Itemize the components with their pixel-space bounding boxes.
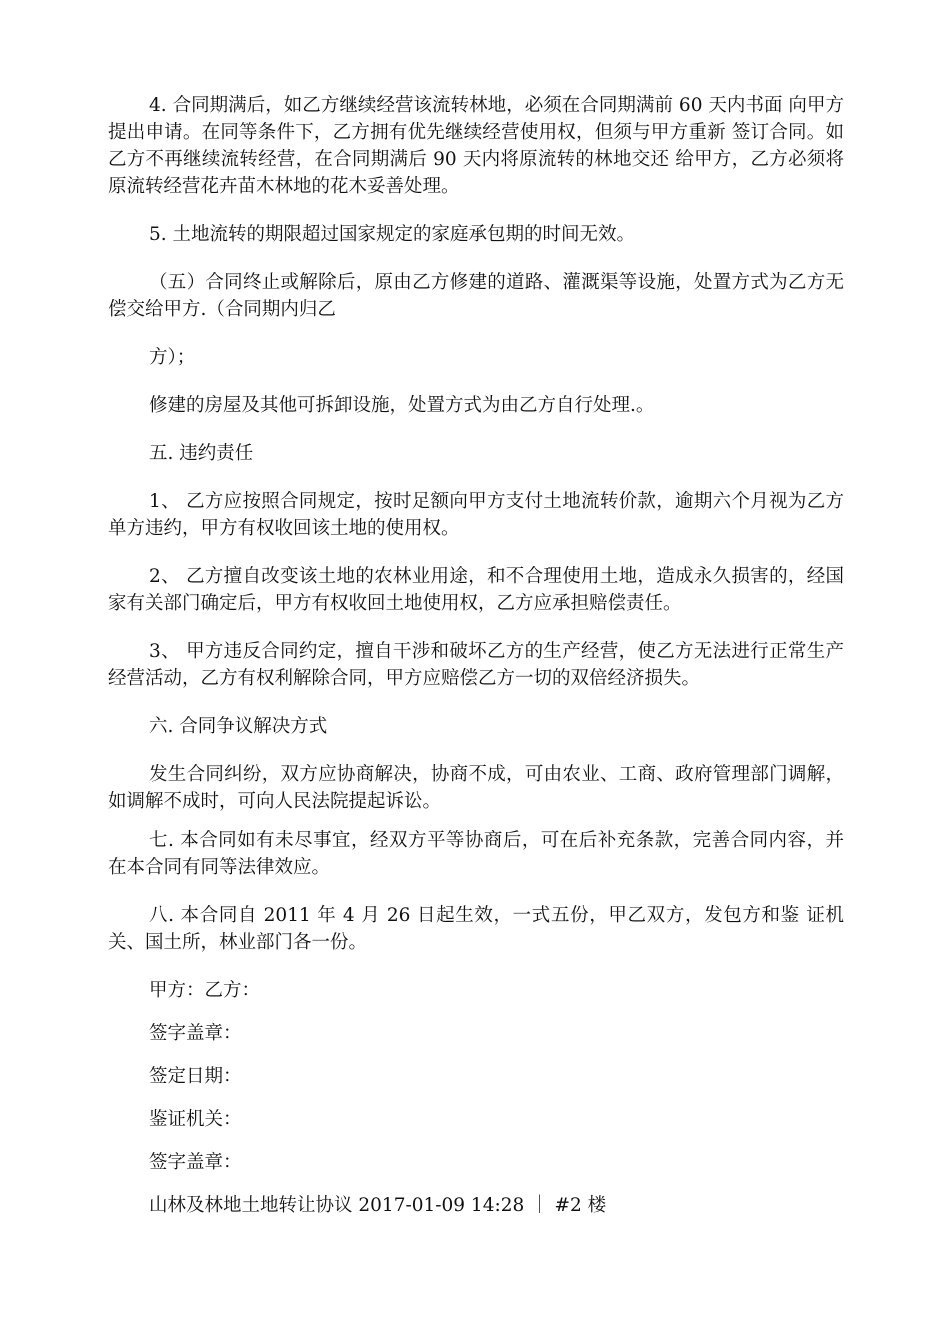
clause-8-effective-date: 八. 本合同自 2011 年 4 月 26 日起生效，一式五份，甲乙双方，发包方和鉴 证机关、国土所，林业部门各一份。 <box>108 905 844 953</box>
clause-facilities-disposal-continued: 方）； <box>149 347 196 368</box>
liability-item-3: 3、 甲方违反合同约定，擅自干涉和破坏乙方的生产经营，使乙方无法进行正常生产经营活动，乙方有权利解除合同，甲方应赔偿乙方一切的双倍经济损失。 <box>108 641 844 689</box>
section-heading-liability: 五. 违约责任 <box>149 443 254 464</box>
liability-item-1: 1、 乙方应按照合同规定，按时足额向甲方支付土地流转价款，逾期六个月视为乙方单方违约，甲方有权收回该土地的使用权。 <box>108 491 844 539</box>
clause-5-term-limit: 5. 土地流转的期限超过国家规定的家庭承包期的时间无效。 <box>149 224 636 245</box>
liability-item-2: 2、 乙方擅自改变该土地的农林业用途，和不合理使用土地，造成永久损害的，经国家有关部门确定后，甲方有权收回土地使用权，乙方应承担赔偿责任。 <box>108 566 844 614</box>
clause-4-renewal: 4. 合同期满后，如乙方继续经营该流转林地，必须在合同期满前 60 天内书面 向甲方提出申请。在同等条件下，乙方拥有优先继续经营使用权，但须与甲方重新 签订合同。如乙方不再继续流转经营，在合同期满后 90 天内将原流转的林地交还 给甲方，乙方必须将原流转经营花卉苗木林地的花木妥善处理。 <box>108 95 844 197</box>
signature-seal-2: 签字盖章： <box>149 1152 242 1173</box>
clause-7-supplementary: 七. 本合同如有未尽事宜，经双方平等协商后，可在后补充条款，完善合同内容，并在本合同有同等法律效应。 <box>108 830 844 878</box>
signature-certifying-authority: 鉴证机关： <box>149 1109 242 1130</box>
section-heading-dispute: 六. 合同争议解决方式 <box>149 716 328 737</box>
footer-post-line: 山林及林地土地转让协议 2017-01-09 14:28 ｜ #2 楼 <box>149 1195 607 1216</box>
dispute-resolution-text: 发生合同纠纷，双方应协商解决，协商不成，可由农业、工商、政府管理部门调解，如调解不成时，可向人民法院提起诉讼。 <box>108 764 844 812</box>
clause-facilities-disposal: （五）合同终止或解除后，原由乙方修建的道路、灌溉渠等设施，处置方式为乙方无偿交给甲方.（合同期内归乙 <box>108 272 844 320</box>
clause-removable-facilities: 修建的房屋及其他可拆卸设施，处置方式为由乙方自行处理.。 <box>149 395 655 416</box>
signature-date: 签定日期： <box>149 1066 242 1087</box>
signature-parties: 甲方：乙方： <box>149 980 261 1001</box>
signature-seal-1: 签字盖章： <box>149 1023 242 1044</box>
document-page <box>108 92 844 1235</box>
